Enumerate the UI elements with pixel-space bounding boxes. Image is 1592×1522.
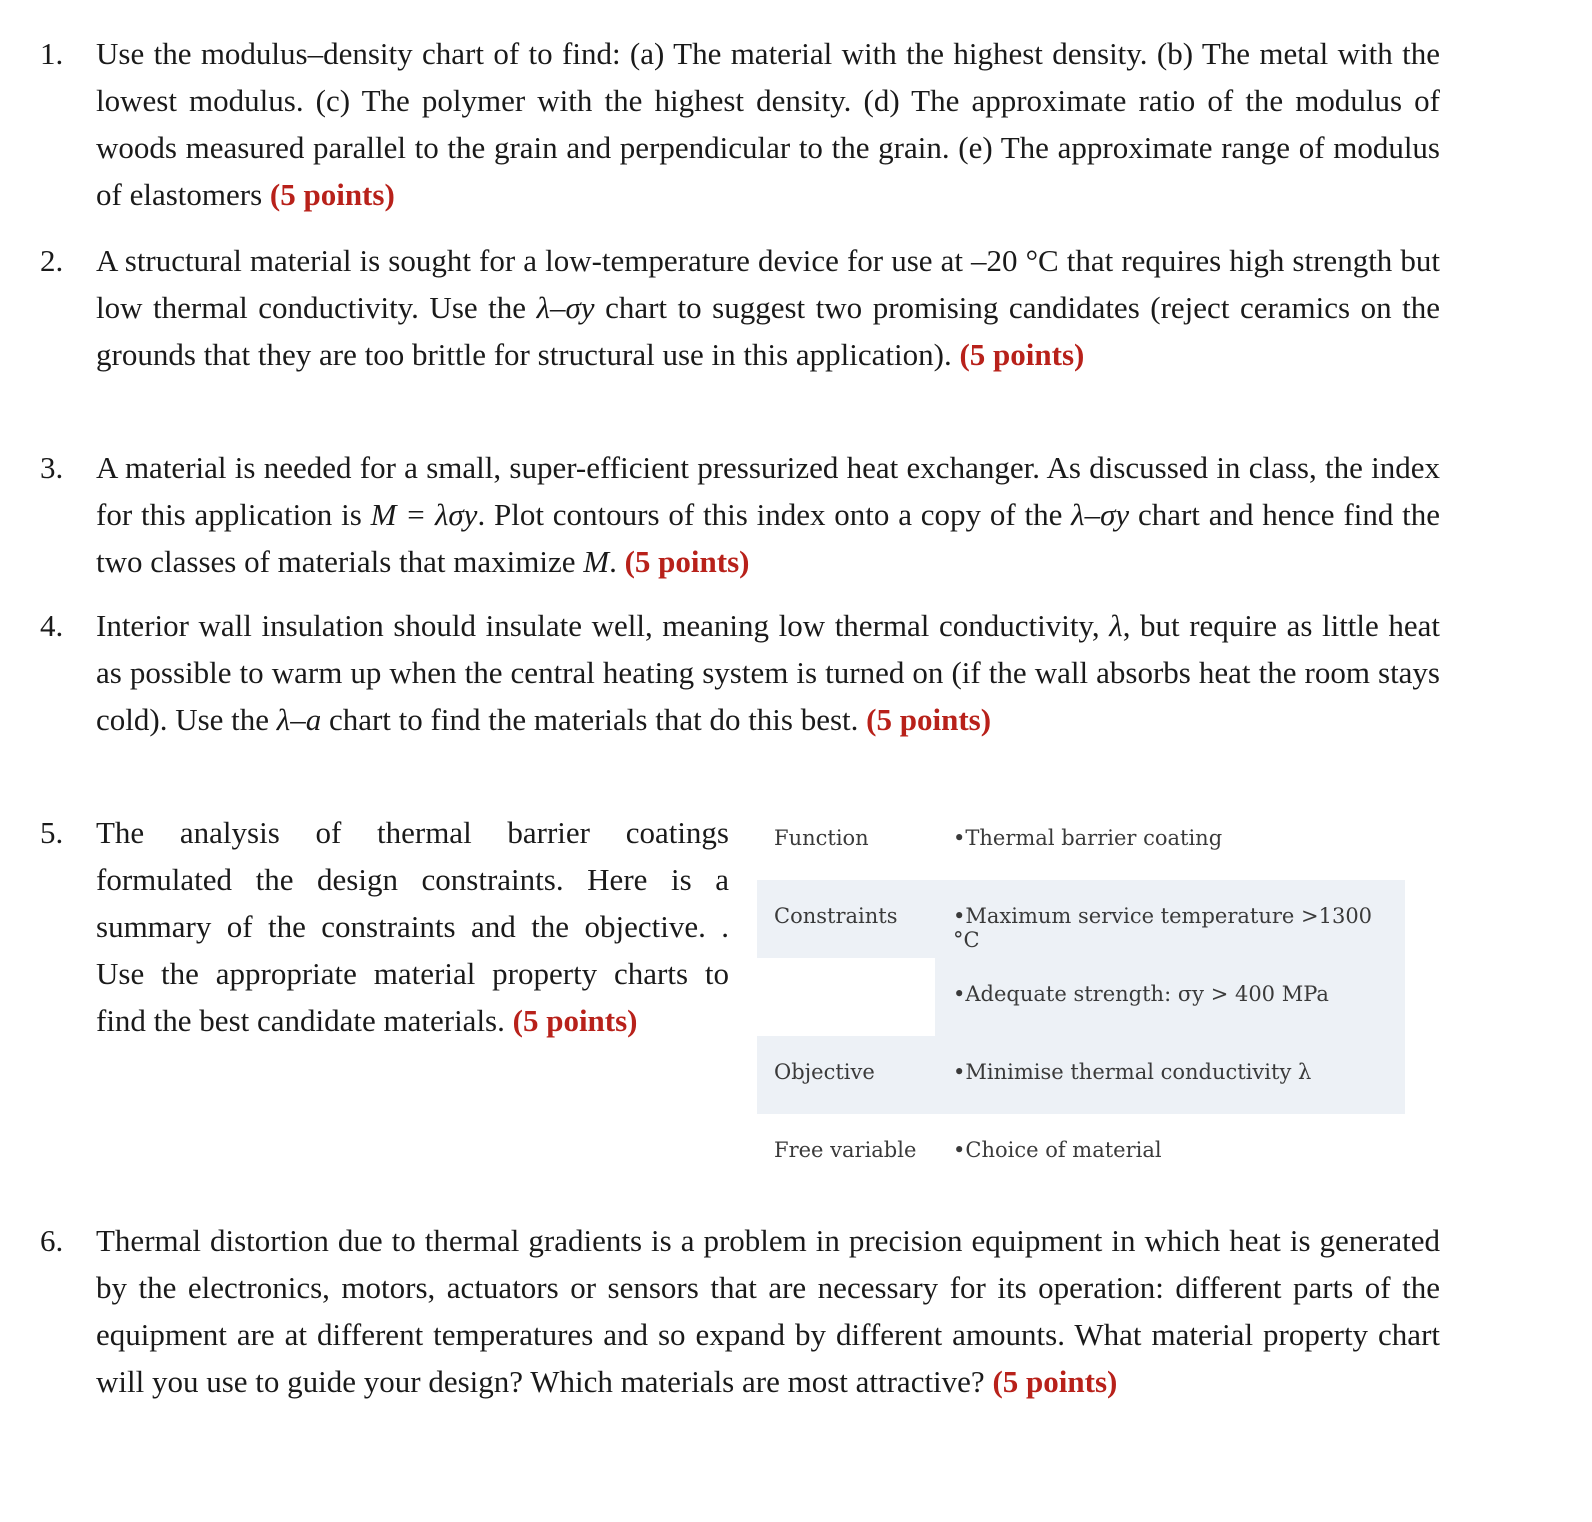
- lambda-a-symbol: λ–a: [276, 702, 322, 737]
- question-number: 4.: [40, 608, 64, 643]
- index-symbol: M: [583, 544, 610, 579]
- question-number: 5.: [40, 815, 64, 850]
- table-row: [757, 1036, 1405, 1114]
- points-label: (5 points): [624, 544, 750, 579]
- lambda-sigma-symbol: λ–σy: [1071, 497, 1130, 532]
- points-label: (5 points): [269, 177, 395, 212]
- table-row: [757, 880, 1405, 958]
- lambda-symbol: λ: [1109, 608, 1123, 643]
- row-label: Free variable: [774, 1138, 917, 1162]
- question-text: Use the modulus–density chart of to find: (a) The material with the highest density. (b) The metal with the lowest modulus. (c) The polymer with the highest density. (d) The approximate ratio of the modulus of woods measured parallel to the grain and perpendicular to the grain. (e) The approximate range of modulus of elastomers (5 points): [96, 36, 1440, 212]
- question-text: Interior wall insulation should insulate well, meaning low thermal conductivity, λ, but require as little heat as possible to warm up when the central heating system is turned on (if the wall absorbs heat the room stays cold). Use the λ–a chart to find the materials that do this best. (5 points): [96, 608, 1441, 737]
- points-label: (5 points): [512, 1003, 638, 1038]
- row-value: •Adequate strength: σy > 400 MPa: [953, 982, 1329, 1006]
- question-text: Thermal distortion due to thermal gradients is a problem in precision equipment in which heat is generated by the electronics, motors, actuators or sensors that are necessary for its operation: different parts of the equipment are at different temperatures and so expand by different amounts. What material property chart will you use to guide your design? Which materials are most attractive? (5 points): [96, 1223, 1440, 1399]
- points-label: (5 points): [959, 337, 1085, 372]
- points-label: (5 points): [866, 702, 992, 737]
- row-value: •Thermal barrier coating: [953, 826, 1223, 850]
- table-row: [757, 958, 1405, 1036]
- row-label: Objective: [774, 1060, 875, 1084]
- question-number: 1.: [40, 36, 64, 71]
- points-label: (5 points): [992, 1364, 1118, 1399]
- row-label: Constraints: [774, 904, 898, 928]
- row-label: Function: [774, 826, 869, 850]
- index-formula: M = λσy: [370, 497, 478, 532]
- table-row: [757, 802, 1405, 880]
- question-number: 6.: [40, 1223, 64, 1258]
- row-value: •Minimise thermal conductivity λ: [953, 1060, 1312, 1084]
- question-number: 2.: [40, 243, 64, 278]
- question-text: The analysis of thermal barrier coatings formulated the design constraints. Here is a summary of the constraints and the objective. . Use the appropriate material property charts to find the best candidate materials. (5 points): [96, 815, 729, 1038]
- design-constraints-table: [757, 802, 1405, 1192]
- lambda-sigma-symbol: λ–σy: [536, 290, 595, 325]
- table-row: [757, 1114, 1405, 1192]
- row-value: •Choice of material: [953, 1138, 1162, 1162]
- row-value: •Maximum service temperature >1300 °C: [953, 904, 1373, 952]
- question-number: 3.: [40, 450, 64, 485]
- question-text: A material is needed for a small, super-efficient pressurized heat exchanger. As discussed in class, the index for this application is M = λσy. Plot contours of this index onto a copy of the λ–σy chart and hence find the two classes of materials that maximize M. (5 points): [96, 450, 1440, 579]
- question-text: A structural material is sought for a low-temperature device for use at –20 °C that requires high strength but low thermal conductivity. Use the λ–σy chart to suggest two promising candidates (reject ceramics on the grounds that they are too brittle for structural use in this application). (5 points): [96, 243, 1440, 372]
